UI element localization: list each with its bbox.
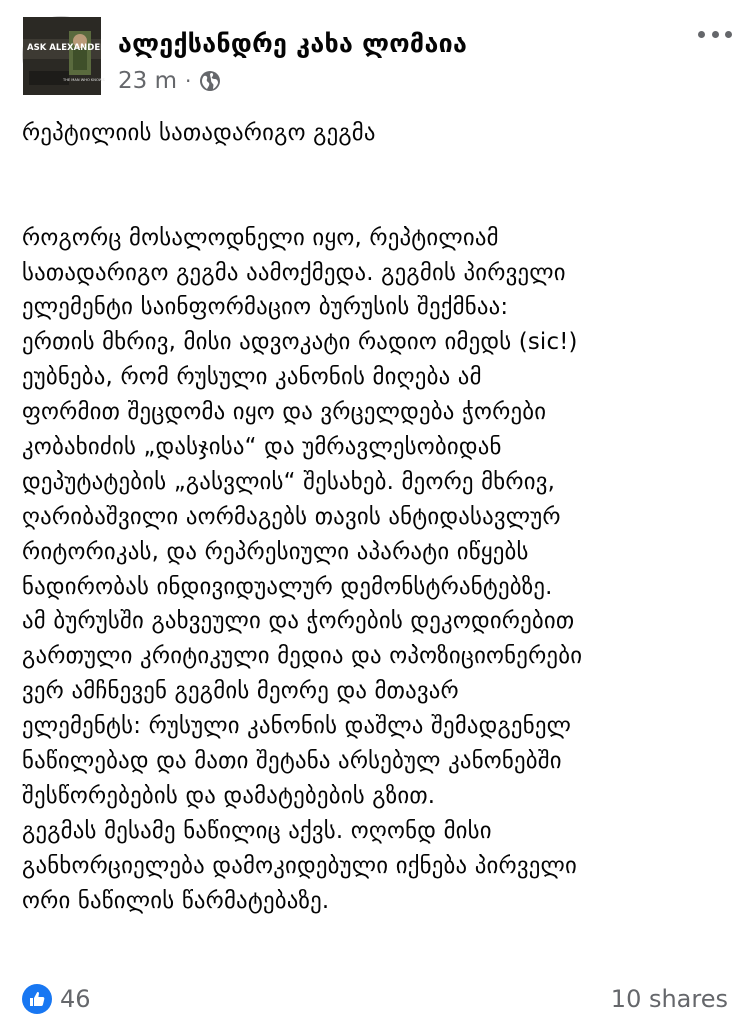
author-name[interactable]: ალექსანდრე კახა ლომაია xyxy=(118,29,468,58)
reaction-count: 46 xyxy=(60,985,91,1013)
post-text-line: დეპუტატების „გასვლის“ შესახებ. მეორე მხრივ, xyxy=(22,468,556,495)
meta-separator: · xyxy=(184,69,192,93)
post-text-line: ორი ნაწილის წარმატებაზე. xyxy=(22,887,330,914)
post-text-line: განხორციელება დამოკიდებული იქნება პირველი xyxy=(22,852,577,879)
post-text-line: გეგმას მესამე ნაწილიც აქვს. ოღონდ მისი xyxy=(22,817,492,844)
post-text-line: კობახიძის „დასჯისა“ და უმრავლესობიდან xyxy=(22,434,502,461)
post-text-line: სათადარიგო გეგმა აამოქმედა. გეგმის პირველი xyxy=(22,259,566,286)
avatar-logo-text: ASK ALEXANDER xyxy=(27,43,107,53)
post-text-line: ერთის მხრივ, მისი ადვოკატი რადიო იმედს (sic!) xyxy=(22,329,578,356)
reactions-summary[interactable] xyxy=(22,984,91,1014)
more-dot xyxy=(712,31,719,38)
post-text-line: ვერ ამჩნევენ გეგმის მეორე და მთავარ xyxy=(22,678,459,705)
like-icon xyxy=(22,984,52,1014)
shares-count[interactable]: 10 shares xyxy=(610,985,728,1013)
post-header xyxy=(22,16,732,96)
post-text-line: ნაწილებად და მათი შეტანა არსებულ კანონებში xyxy=(22,748,562,775)
post-text-line: როგორც მოსალოდნელი იყო, რეპტილიამ xyxy=(22,224,499,251)
more-dot xyxy=(725,31,732,38)
avatar-logo-subtext: THE MAN WHO KNOWS xyxy=(63,78,105,82)
post-text-line: ფორმით შეცდომა იყო და ვრცელდება ჭორები xyxy=(22,399,547,426)
post-time[interactable]: 23 m xyxy=(118,68,177,94)
post-text-line: შესწორებების და დამატებების გზით. xyxy=(22,782,436,809)
avatar[interactable] xyxy=(22,16,107,94)
globe-icon[interactable] xyxy=(199,70,221,92)
post-text-line: ნადირობას ინდივიდუალურ დემონსტრანტებზე. xyxy=(22,573,553,600)
post-text-line: რიტორიკას, და რეპრესიული აპარატი იწყებს xyxy=(22,538,529,565)
more-dot xyxy=(698,31,705,38)
post-text-line: ეუბნება, რომ რუსული კანონის მიღება ამ xyxy=(22,364,482,391)
post-text-line: ამ ბურუსში გახვეული და ჭორების დეკოდირებით xyxy=(22,608,575,635)
post-text-line: ელემენტი საინფორმაციო ბურუსის შექმნაა: xyxy=(22,294,509,321)
post-title: რეპტილიის სათადარიგო გეგმა xyxy=(22,120,376,146)
paragraph-gap xyxy=(22,186,734,221)
post-footer xyxy=(22,982,728,1016)
post-meta xyxy=(118,68,221,94)
paragraph-gap xyxy=(22,151,734,186)
post-text-line: გართული კრიტიკული მედია და ოპოზიციონერები xyxy=(22,643,583,670)
post-text-line: ღარიბაშვილი აორმაგებს თავის ანტიდასავლურ xyxy=(22,503,561,530)
more-options-icon[interactable] xyxy=(698,22,732,46)
post-body xyxy=(22,116,734,918)
post-text-line: ელემენტს: რუსული კანონის დაშლა შემადგენელ xyxy=(22,713,572,740)
